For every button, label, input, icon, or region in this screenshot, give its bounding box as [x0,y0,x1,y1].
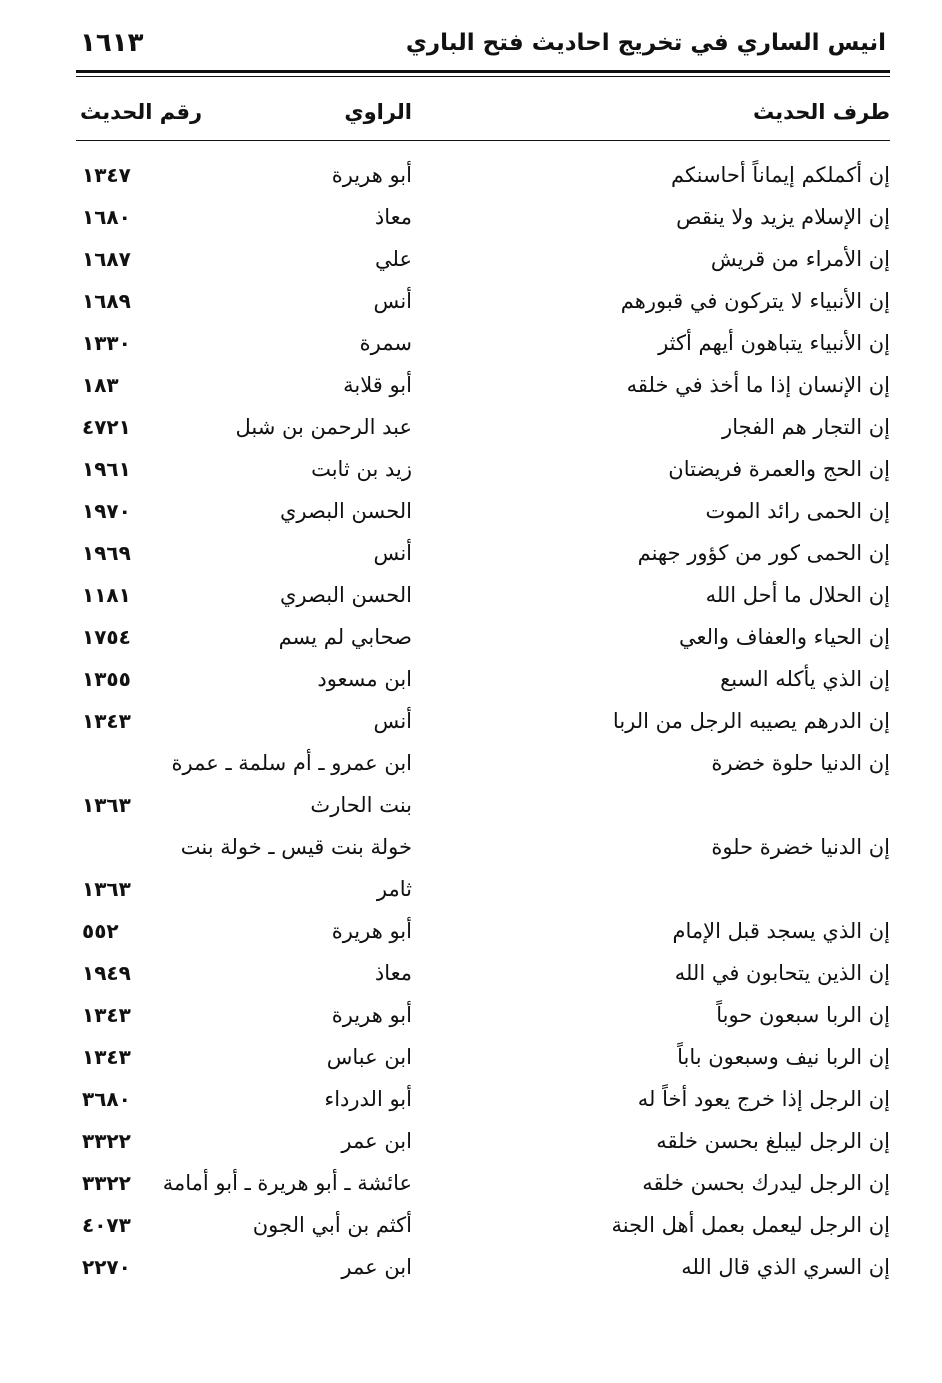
hadith-text: إن الدنيا خضرة حلوة [711,835,890,859]
table-row [0,706,942,748]
hadith-text: إن الحج والعمرة فريضتان [668,457,890,481]
narrator-name: أكثم بن أبي الجون [252,1213,412,1237]
table-row [0,1000,942,1042]
narrator-name: أبو هريرة [331,163,412,187]
hadith-number: ١٩٦٩ [82,541,131,565]
hadith-text: إن الرجل ليعمل بعمل أهل الجنة [611,1213,890,1237]
narrator-name: أبو هريرة [331,919,412,943]
table-row [0,874,942,916]
table-row [0,1126,942,1168]
narrator-name: الحسن البصري [280,499,412,523]
narrator-name: سمرة [359,331,412,355]
table-row [0,664,942,706]
table-row [0,1168,942,1210]
narrator-name: عبد الرحمن بن شبل [235,415,412,439]
hadith-number: ١٣٤٧ [82,163,131,187]
narrator-name: صحابي لم يسم [278,625,412,649]
narrator-name: أنس [373,289,412,313]
narrator-name: معاذ [374,961,412,985]
hadith-number: ١٣٤٣ [82,1045,131,1069]
hadith-number: ١٦٨٩ [82,289,131,313]
page-number: ١٦١٣ [80,28,144,58]
hadith-text: إن الدنيا حلوة خضرة [711,751,890,775]
narrator-name: علي [375,247,412,271]
hadith-text: إن الإنسان إذا ما أخذ في خلقه [626,373,890,397]
table-row [0,244,942,286]
table-row [0,580,942,622]
narrator-name: ابن مسعود [317,667,412,691]
hadith-number: ٥٥٢ [82,919,119,943]
table-row [0,286,942,328]
hadith-number: ٤٠٧٣ [82,1213,131,1237]
running-header-title: انيس الساري في تخريج احاديث فتح الباري [405,30,886,56]
hadith-text: إن الرجل ليبلغ بحسن خلقه [656,1129,890,1153]
hadith-number: ٣٣٢٢ [82,1129,131,1153]
table-row [0,958,942,1000]
hadith-text: إن الحلال ما أحل الله [705,583,890,607]
hadith-text: إن الأمراء من قريش [710,247,890,271]
table-row [0,454,942,496]
narrator-name: ابن عمر [341,1129,412,1153]
narrator-name: أنس [373,541,412,565]
hadith-number: ١٨٣ [82,373,119,397]
hadith-text: إن الحياء والعفاف والعي [679,625,890,649]
table-row [0,160,942,202]
narrator-name: ابن عمر [341,1255,412,1279]
hadith-number: ١٩٦١ [82,457,131,481]
hadith-text: إن الذي يسجد قبل الإمام [672,919,890,943]
hadith-text: إن السري الذي قال الله [681,1255,890,1279]
column-header-hadith: طرف الحديث [752,100,890,124]
hadith-number: ١٧٥٤ [82,625,131,649]
narrator-name: ثامر [376,877,412,901]
narrator-name: عائشة ـ أبو هريرة ـ أبو أمامة [162,1171,412,1195]
table-row [0,1210,942,1252]
column-header-narrator: الراوي [344,100,412,124]
narrator-name: الحسن البصري [280,583,412,607]
hadith-text: إن الربا سبعون حوباً [716,1003,890,1027]
table-row [0,496,942,538]
hadith-text: إن الدرهم يصيبه الرجل من الربا [612,709,890,733]
table-row [0,202,942,244]
narrator-name: أبو الدرداء [324,1087,412,1111]
hadith-text: إن الأنبياء يتباهون أيهم أكثر [658,331,890,355]
hadith-number: ١٩٤٩ [82,961,131,985]
table-row [0,622,942,664]
table-row [0,916,942,958]
hadith-number: ٢٢٧٠ [82,1255,131,1279]
hadith-number: ٤٧٢١ [82,415,131,439]
hadith-text: إن الذين يتحابون في الله [674,961,890,985]
hadith-number: ١٦٨٧ [82,247,131,271]
hadith-number: ٣٣٢٢ [82,1171,131,1195]
table-row [0,1042,942,1084]
hadith-text: إن التجار هم الفجار [722,415,890,439]
hadith-text: إن الرجل إذا خرج يعود أخاً له [637,1087,890,1111]
hadith-number: ١٣٣٠ [82,331,131,355]
hadith-number: ١١٨١ [82,583,131,607]
narrator-name: زيد بن ثابت [311,457,412,481]
table-row [0,1252,942,1294]
hadith-number: ١٣٥٥ [82,667,131,691]
narrator-name: أبو هريرة [331,1003,412,1027]
table-row [0,832,942,874]
hadith-number: ١٣٦٣ [82,877,131,901]
hadith-text: إن الأنبياء لا يتركون في قبورهم [620,289,890,313]
hadith-number: ٣٦٨٠ [82,1087,131,1111]
hadith-text: إن الذي يأكله السبع [720,667,890,691]
hadith-number: ١٣٤٣ [82,1003,131,1027]
hadith-text: إن الحمى كور من كؤور جهنم [637,541,890,565]
hadith-text: إن أكملكم إيماناً أحاسنكم [671,163,890,187]
column-header-number: رقم الحديث [80,100,203,124]
table-row [0,1084,942,1126]
narrator-name: أبو قلابة [343,373,412,397]
hadith-number: ١٩٧٠ [82,499,131,523]
narrator-name: ابن عمرو ـ أم سلمة ـ عمرة [171,751,412,775]
hadith-number: ١٦٨٠ [82,205,131,229]
table-row [0,748,942,790]
narrator-name: خولة بنت قيس ـ خولة بنت [180,835,412,859]
hadith-number: ١٣٦٣ [82,793,131,817]
table-row [0,370,942,412]
narrator-name: أنس [373,709,412,733]
hadith-text: إن الربا نيف وسبعون باباً [677,1045,890,1069]
table-row [0,412,942,454]
narrator-name: ابن عباس [326,1045,412,1069]
table-row [0,538,942,580]
hadith-text: إن الإسلام يزيد ولا ينقص [676,205,890,229]
hadith-text: إن الرجل ليدرك بحسن خلقه [642,1171,890,1195]
table-row [0,328,942,370]
hadith-text: إن الحمى رائد الموت [705,499,890,523]
narrator-name: معاذ [374,205,412,229]
hadith-number: ١٣٤٣ [82,709,131,733]
narrator-name: بنت الحارث [310,793,412,817]
table-row [0,790,942,832]
